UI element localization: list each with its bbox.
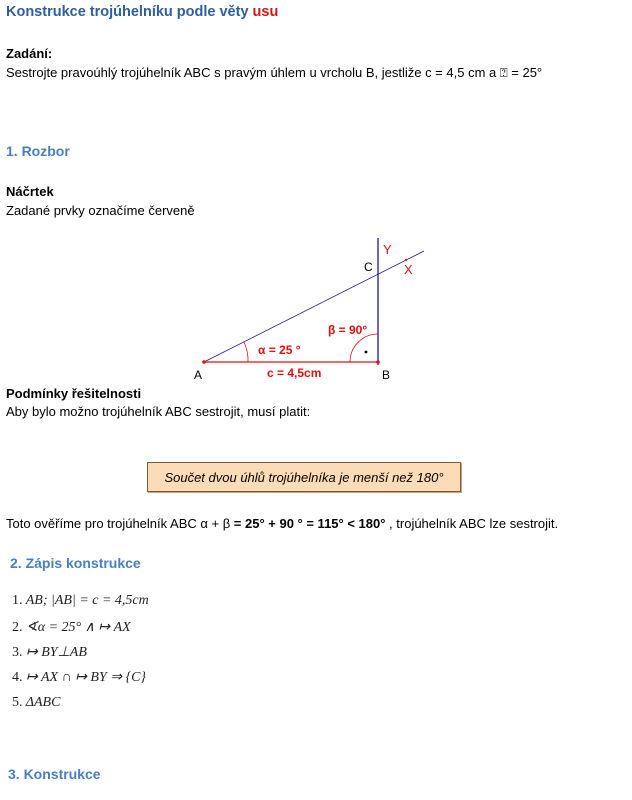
- alpha-arc: [244, 342, 248, 362]
- step-number: 5.: [12, 695, 23, 710]
- title-highlight: usu: [252, 4, 279, 20]
- step-text: ↦ AX ∩ ↦ BY ⇒ {C}: [26, 670, 147, 685]
- podminky-label: Podmínky řešitelnosti: [6, 386, 142, 401]
- step-text: AB; |AB| = c = 4,5cm: [25, 593, 149, 608]
- section-konstrukce-heading: 3. Konstrukce: [8, 766, 101, 782]
- right-angle-dot: [365, 351, 368, 354]
- step-text: ↦ BY⊥AB: [26, 645, 87, 660]
- ray-ax: [204, 251, 424, 362]
- condition-text: Součet dvou úhlů trojúhelníka je menší než 180°: [164, 469, 444, 485]
- nacrtek-text: Zadané prvky označíme červeně: [6, 203, 195, 218]
- side-c-label: c = 4,5cm: [267, 366, 322, 380]
- step-text: ∢α = 25° ∧ ↦ AX: [26, 620, 131, 635]
- label-a: A: [194, 368, 203, 382]
- zadani-text: Sestrojte pravoúhlý trojúhelník ABC s pravým úhlem u vrcholu B, jestliže c = 4,5 cm a ⍰ = 25°: [6, 65, 543, 80]
- alpha-label: α = 25 °: [258, 343, 301, 357]
- section-zapis-heading: 2. Zápis konstrukce: [10, 555, 141, 571]
- label-y: Y: [383, 242, 392, 257]
- step-number: 3.: [12, 645, 23, 660]
- step-1: [12, 593, 149, 609]
- label-b: B: [382, 368, 391, 382]
- step-2: [12, 619, 131, 636]
- check-suffix: , trojúhelník ABC lze sestrojit.: [385, 516, 559, 531]
- check-prefix: Toto ověříme pro trojúhelník ABC α + β: [6, 516, 234, 531]
- section-rozbor-heading: 1. Rozbor: [6, 143, 70, 159]
- x-point-dot: [405, 259, 407, 261]
- step-text: ΔABC: [25, 695, 61, 710]
- label-c: C: [364, 260, 373, 274]
- vertex-a-point: [202, 360, 206, 364]
- step-number: 1.: [12, 593, 23, 608]
- vertex-b-point: [376, 360, 380, 364]
- step-number: 2.: [12, 620, 23, 635]
- check-equation: = 25° + 90 ° = 115° < 180°: [233, 516, 386, 531]
- beta-label: β = 90°: [328, 323, 368, 337]
- step-number: 4.: [12, 670, 23, 685]
- step-4: [12, 669, 146, 686]
- check-line: [6, 516, 558, 531]
- condition-box: [147, 462, 461, 492]
- label-x: X: [404, 262, 413, 277]
- podminky-text: Aby bylo možno trojúhelník ABC sestrojit, musí platit:: [6, 404, 311, 419]
- step-5: [12, 695, 60, 711]
- title-text: Konstrukce trojúhelníku podle věty: [6, 4, 253, 20]
- zadani-label: Zadání:: [6, 46, 53, 61]
- step-3: [12, 644, 87, 661]
- nacrtek-label: Náčrtek: [6, 184, 54, 199]
- beta-arc: [350, 334, 378, 362]
